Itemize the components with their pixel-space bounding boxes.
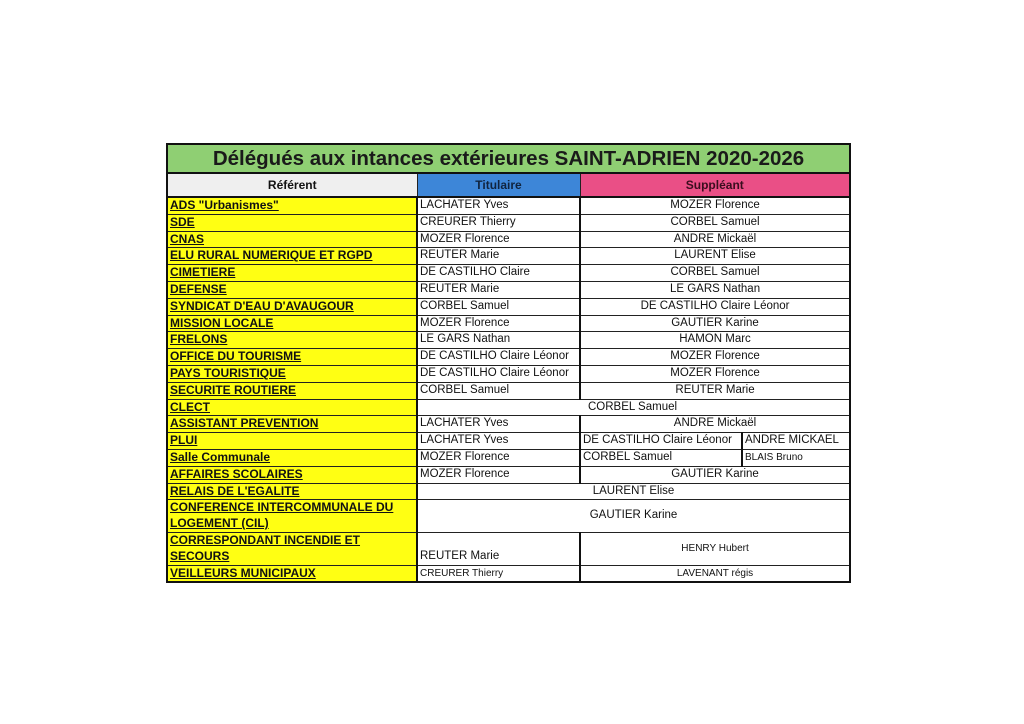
referent-cell: RELAIS DE L'EGALITE [167,483,417,500]
table-row [167,365,850,382]
titulaire-cell: REUTER Marie [417,532,580,565]
titulaire-cell: REUTER Marie [417,281,580,298]
titulaire-cell: MOZER Florence [417,466,580,483]
referent-cell: PAYS TOURISTIQUE [167,365,417,382]
referent-cell: SYNDICAT D'EAU D'AVAUGOUR [167,298,417,315]
suppleant-cell: HENRY Hubert [580,532,850,565]
titulaire-cell: LE GARS Nathan [417,332,580,349]
referent-cell: FRELONS [167,332,417,349]
header-referent: Référent [167,173,417,197]
suppleant-cell: HAMON Marc [580,332,850,349]
suppleant-cell: ANDRE Mickaël [580,231,850,248]
suppleant-cell-1: CORBEL Samuel [580,449,742,466]
table-row [167,197,850,214]
titulaire-cell: LACHATER Yves [417,416,580,433]
merged-cell: GAUTIER Karine [417,500,850,533]
table-row [167,466,850,483]
merged-cell: LAURENT Elise [417,483,850,500]
titulaire-cell: REUTER Marie [417,248,580,265]
table-row [167,433,850,450]
referent-cell: CNAS [167,231,417,248]
suppleant-cell: LAVENANT régis [580,565,850,582]
suppleant-cell: CORBEL Samuel [580,265,850,282]
titulaire-cell: MOZER Florence [417,449,580,466]
table-row [167,349,850,366]
referent-cell: VEILLEURS MUNICIPAUX [167,565,417,582]
titulaire-cell: DE CASTILHO Claire Léonor [417,349,580,366]
page-title: Délégués aux intances extérieures SAINT-ADRIEN 2020-2026 [167,144,850,173]
titulaire-cell: CORBEL Samuel [417,382,580,399]
table-row [167,416,850,433]
suppleant-cell-2: ANDRE MICKAEL [742,433,850,450]
table-row [167,565,850,582]
suppleant-cell: MOZER Florence [580,197,850,214]
header-suppleant: Suppléant [580,173,850,197]
suppleant-cell: LE GARS Nathan [580,281,850,298]
suppleant-cell: GAUTIER Karine [580,466,850,483]
suppleant-cell: DE CASTILHO Claire Léonor [580,298,850,315]
referent-cell: ASSISTANT PREVENTION [167,416,417,433]
referent-cell: ADS "Urbanismes" [167,197,417,214]
table-row [167,483,850,500]
suppleant-cell: REUTER Marie [580,382,850,399]
referent-cell: Salle Communale [167,449,417,466]
titulaire-cell: LACHATER Yves [417,433,580,450]
table-row [167,265,850,282]
referent-cell: SDE [167,214,417,231]
suppleant-cell: GAUTIER Karine [580,315,850,332]
referent-cell: OFFICE DU TOURISME [167,349,417,366]
suppleant-cell-2: BLAIS Bruno [742,449,850,466]
delegates-table [166,143,851,583]
referent-cell: CORRESPONDANT INCENDIE ET SECOURS [167,532,417,565]
table-row [167,399,850,416]
suppleant-cell: MOZER Florence [580,349,850,366]
titulaire-cell: DE CASTILHO Claire [417,265,580,282]
table-row [167,449,850,466]
suppleant-cell: ANDRE Mickaël [580,416,850,433]
table-row [167,298,850,315]
table-row [167,332,850,349]
table-row [167,382,850,399]
table-row [167,315,850,332]
referent-cell: ELU RURAL NUMERIQUE ET RGPD [167,248,417,265]
table-row [167,248,850,265]
titulaire-cell: CORBEL Samuel [417,298,580,315]
titulaire-cell: DE CASTILHO Claire Léonor [417,365,580,382]
referent-cell: SECURITE ROUTIERE [167,382,417,399]
merged-cell: CORBEL Samuel [417,399,850,416]
referent-cell: MISSION LOCALE [167,315,417,332]
table-row [167,532,850,565]
titulaire-cell: CREURER Thierry [417,214,580,231]
table-row [167,231,850,248]
suppleant-cell: LAURENT Elise [580,248,850,265]
referent-cell: CLECT [167,399,417,416]
table-row [167,500,850,533]
referent-cell: CONFERENCE INTERCOMMUNALE DU LOGEMENT (CIL) [167,500,417,533]
suppleant-cell-1: DE CASTILHO Claire Léonor [580,433,742,450]
table-row [167,281,850,298]
header-titulaire: Titulaire [417,173,580,197]
referent-cell: CIMETIERE [167,265,417,282]
referent-cell: PLUI [167,433,417,450]
titulaire-cell: MOZER Florence [417,231,580,248]
titulaire-cell: CREURER Thierry [417,565,580,582]
titulaire-cell: LACHATER Yves [417,197,580,214]
referent-cell: DEFENSE [167,281,417,298]
referent-cell: AFFAIRES SCOLAIRES [167,466,417,483]
titulaire-cell: MOZER Florence [417,315,580,332]
suppleant-cell: MOZER Florence [580,365,850,382]
table-row [167,214,850,231]
suppleant-cell: CORBEL Samuel [580,214,850,231]
